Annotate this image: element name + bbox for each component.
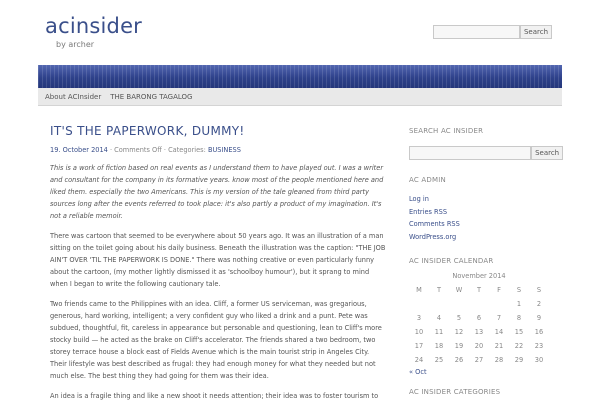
post-paragraph: There was cartoon that seemed to be everywhere about 50 years ago. It was an illustration of a man sitting on the toilet going about his daily business. Beneath the illustration was the caption: "THE JOB AIN'T OVER 'TIL THE PAPERWORK IS DONE." There was nothing creative or even particularly funny about the cartoon, (my mother lightly dismissed it as 'schoolboy humour'), but it sprang to mind when I began to write the following cautionary tale. [50, 232, 386, 288]
calendar-day: 8 [516, 314, 522, 322]
calendar-day: 6 [476, 314, 482, 322]
calendar-week [409, 353, 549, 367]
sidebar-search-button[interactable]: Search [531, 146, 563, 160]
calendar-day: 7 [496, 314, 502, 322]
calendar-week [409, 339, 549, 353]
sidebar-search-input[interactable] [409, 146, 531, 160]
nav-item-barong-tagalog[interactable]: THE BARONG TAGALOG [110, 92, 193, 101]
calendar-day [489, 297, 509, 311]
admin-links [409, 193, 563, 243]
sidebar [409, 127, 563, 396]
site-title[interactable]: acinsider [45, 14, 143, 38]
post-category-link[interactable]: BUSINESS [207, 146, 241, 154]
calendar-weekday: T [436, 286, 442, 294]
calendar-day: 2 [536, 300, 542, 308]
post-intro: This is a work of fiction based on real events as I understand them to have played out. I was a writer and consultant for the company in its formative years. know most of the people mentioned here and liked them. especially the two Americans. This is my version of the tale gleaned from third party sources long after the events referred to took place: it's also partly a product of my imagination. It's not a reliable memoir. [50, 164, 384, 220]
calendar-day: 1 [516, 300, 522, 308]
calendar-day [409, 297, 429, 311]
calendar-prev-month-link[interactable]: « Oct [409, 368, 427, 376]
calendar-day [469, 297, 489, 311]
header-search-input[interactable] [433, 25, 520, 39]
widget-title-categories: AC INSIDER CATEGORIES [409, 388, 501, 396]
nav-bar [38, 88, 562, 106]
calendar-weekday: M [416, 286, 422, 294]
post-title[interactable]: IT'S THE PAPERWORK, DUMMY! [50, 124, 245, 138]
header-search-button[interactable]: Search [520, 25, 552, 39]
post-comments-status: Comments Off [114, 146, 162, 154]
post-meta [50, 146, 386, 154]
calendar-day: 27 [474, 356, 484, 364]
admin-link-entries-rss[interactable]: Entries RSS [409, 207, 448, 216]
calendar-weekday: T [476, 286, 482, 294]
post-article [50, 124, 386, 400]
calendar-weekday: S [536, 286, 542, 294]
calendar-day: 28 [494, 356, 504, 364]
calendar-day: 25 [434, 356, 444, 364]
calendar-weekday: S [516, 286, 522, 294]
calendar-day: 23 [534, 342, 544, 350]
sidebar-search-form [409, 146, 563, 160]
calendar-day: 4 [436, 314, 442, 322]
calendar-caption: November 2014 [452, 272, 506, 280]
calendar-day: 26 [454, 356, 464, 364]
calendar-table [409, 283, 549, 367]
calendar-day: 18 [434, 342, 444, 350]
nav-item-about[interactable]: About ACInsider [45, 92, 102, 101]
calendar-day [449, 297, 469, 311]
calendar-day: 16 [534, 328, 544, 336]
header-search-form [433, 25, 552, 39]
calendar-day: 17 [414, 342, 424, 350]
calendar-day: 24 [414, 356, 424, 364]
calendar-weekday: W [455, 286, 463, 294]
calendar-day: 30 [534, 356, 544, 364]
post-date-link[interactable]: 19. October 2014 [50, 146, 108, 154]
widget-title-search: SEARCH AC INSIDER [409, 127, 484, 135]
meta-separator: · [109, 146, 115, 154]
calendar-day: 29 [514, 356, 524, 364]
calendar-day: 15 [514, 328, 524, 336]
admin-link-wordpress[interactable]: WordPress.org [409, 232, 457, 241]
site-tagline: by archer [56, 40, 95, 49]
widget-title-calendar: AC INSIDER CALENDAR [409, 257, 494, 265]
admin-link-login[interactable]: Log in [409, 195, 429, 203]
calendar-day: 11 [434, 328, 444, 336]
calendar-week [409, 325, 549, 339]
admin-link-comments-rss[interactable]: Comments RSS [409, 220, 460, 228]
calendar-day: 5 [456, 314, 462, 322]
post-paragraph: An idea is a fragile thing and like a new shoot it needs attention; their idea was to foster tourism to [50, 392, 379, 400]
calendar-day [429, 297, 449, 311]
calendar-day: 9 [536, 314, 542, 322]
calendar-day: 21 [494, 342, 504, 350]
widget-title-admin: AC ADMIN [409, 176, 446, 184]
calendar-day: 14 [494, 328, 504, 336]
calendar-day: 22 [514, 342, 524, 350]
meta-separator: · [163, 146, 169, 154]
calendar-day: 20 [474, 342, 484, 350]
calendar-day: 19 [454, 342, 464, 350]
calendar-day: 12 [454, 328, 464, 336]
calendar-day: 3 [416, 314, 422, 322]
calendar-week [409, 297, 549, 311]
post-categories-label: Categories: [168, 146, 206, 154]
header-banner [38, 65, 562, 88]
calendar-day: 13 [474, 328, 484, 336]
calendar-week [409, 311, 549, 325]
calendar-day: 10 [414, 328, 424, 336]
post-paragraph: Two friends came to the Philippines with an idea. Cliff, a former US serviceman, was gregarious, generous, hard working, intelligent; a very confident guy who liked a drink and a punt. Pete was subdued, thoughtful, fit, careless in appearance but personable and questioning, lean to Cliff's more stocky build — he acted as the brake on Cliff's accelerator. The friends shared a two bedroom, two storey terrace house a block east of Fields Avenue which is the main tourist strip in Angeles City. Their lifestyle was best described as frugal: they had enough money for what they needed but not much else. The best thing they had going for them was their idea. [50, 300, 382, 380]
calendar-weekday: F [497, 286, 501, 294]
